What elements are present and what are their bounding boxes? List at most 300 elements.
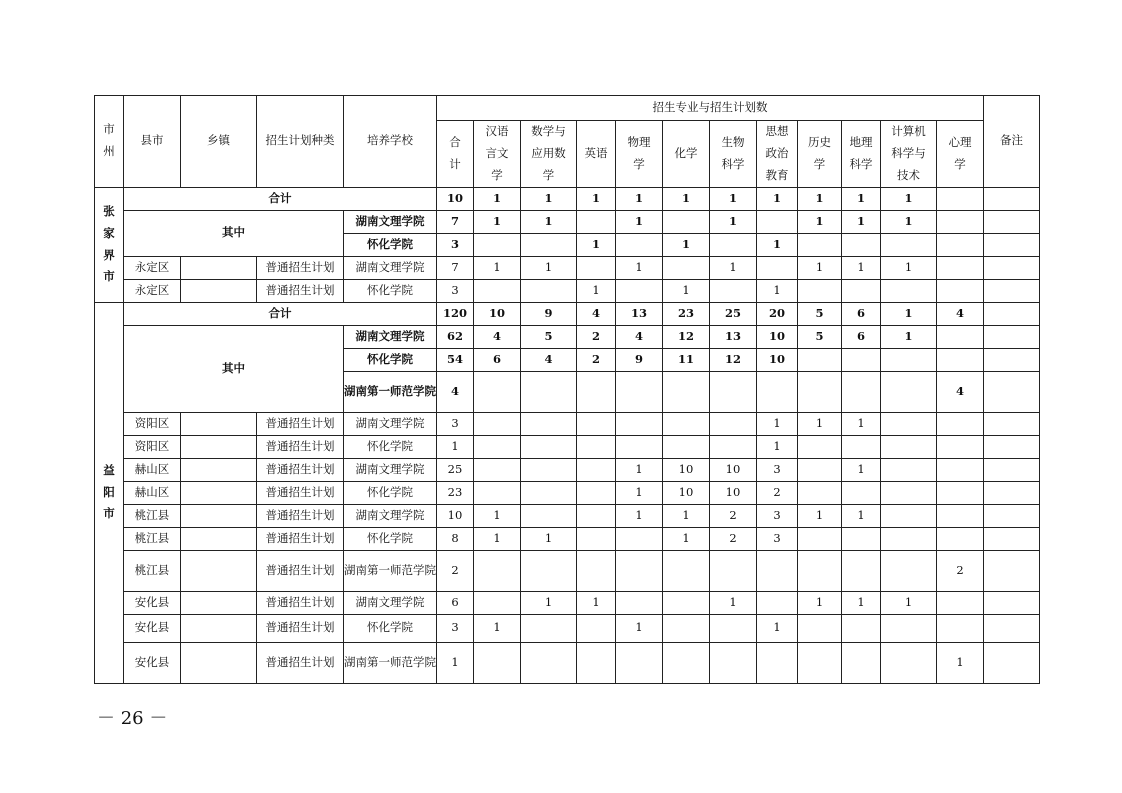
plan-value: 1 bbox=[474, 256, 521, 279]
plan-value bbox=[937, 504, 984, 527]
plan-value bbox=[937, 527, 984, 550]
subtotal-value bbox=[521, 371, 577, 412]
plan-value bbox=[842, 435, 881, 458]
header-major-line: 心理 bbox=[948, 134, 972, 149]
note-cell bbox=[984, 550, 1040, 591]
plan-value bbox=[474, 550, 521, 591]
plan-type-cell: 普通招生计划 bbox=[257, 458, 344, 481]
plan-value bbox=[881, 279, 937, 302]
plan-value bbox=[577, 642, 616, 683]
plan-value bbox=[521, 642, 577, 683]
plan-value: 1 bbox=[798, 504, 842, 527]
plan-value: 2 bbox=[710, 504, 757, 527]
plan-value bbox=[881, 642, 937, 683]
subtotal-value: 4 bbox=[937, 371, 984, 412]
town-cell bbox=[181, 458, 257, 481]
plan-value: 1 bbox=[710, 591, 757, 614]
plan-value bbox=[798, 435, 842, 458]
header-major-line: 科学 bbox=[849, 156, 873, 171]
plan-value bbox=[842, 527, 881, 550]
plan-value bbox=[663, 591, 710, 614]
town-cell bbox=[181, 527, 257, 550]
plan-value bbox=[474, 412, 521, 435]
header-city-line: 市 bbox=[103, 122, 115, 137]
plan-value bbox=[937, 412, 984, 435]
plan-type-cell: 普通招生计划 bbox=[257, 614, 344, 642]
note-cell bbox=[984, 210, 1040, 233]
plan-value bbox=[663, 435, 710, 458]
plan-value: 1 bbox=[521, 256, 577, 279]
county-cell: 桃江县 bbox=[124, 550, 181, 591]
total-value: 1 bbox=[521, 187, 577, 210]
plan-value bbox=[881, 504, 937, 527]
total-value: 1 bbox=[616, 187, 663, 210]
school-cell: 怀化学院 bbox=[344, 435, 437, 458]
plan-value bbox=[798, 642, 842, 683]
plan-value bbox=[842, 550, 881, 591]
county-cell: 桃江县 bbox=[124, 504, 181, 527]
total-value: 1 bbox=[663, 187, 710, 210]
plan-value bbox=[881, 458, 937, 481]
header-major bbox=[710, 121, 757, 188]
header-major-line: 教育 bbox=[765, 167, 789, 182]
plan-value: 6 bbox=[437, 591, 474, 614]
subtotal-value: 12 bbox=[663, 325, 710, 348]
note-cell bbox=[984, 504, 1040, 527]
total-value: 10 bbox=[474, 302, 521, 325]
subtotal-value: 1 bbox=[842, 210, 881, 233]
plan-value: 1 bbox=[798, 256, 842, 279]
plan-value bbox=[937, 279, 984, 302]
plan-value: 3 bbox=[437, 412, 474, 435]
plan-value: 2 bbox=[937, 550, 984, 591]
header-major-line: 学 bbox=[491, 167, 503, 182]
plan-value bbox=[937, 614, 984, 642]
plan-value bbox=[937, 591, 984, 614]
subtotal-value: 1 bbox=[881, 325, 937, 348]
town-cell bbox=[181, 435, 257, 458]
school-cell: 湖南文理学院 bbox=[344, 256, 437, 279]
table-row bbox=[95, 210, 1040, 233]
total-label: 合计 bbox=[124, 187, 437, 210]
plan-value bbox=[757, 642, 798, 683]
county-cell: 安化县 bbox=[124, 591, 181, 614]
subtotal-value bbox=[798, 233, 842, 256]
subtotal-value: 12 bbox=[710, 348, 757, 371]
plan-value bbox=[577, 550, 616, 591]
plan-value bbox=[521, 481, 577, 504]
table-row bbox=[95, 279, 1040, 302]
table-row bbox=[95, 256, 1040, 279]
plan-value: 1 bbox=[663, 504, 710, 527]
plan-value bbox=[710, 614, 757, 642]
subtotal-value bbox=[474, 371, 521, 412]
plan-value bbox=[521, 550, 577, 591]
county-cell: 安化县 bbox=[124, 642, 181, 683]
school-cell: 湖南第一师范学院 bbox=[344, 550, 437, 591]
plan-value bbox=[710, 550, 757, 591]
header-city bbox=[95, 96, 124, 188]
subtotal-value bbox=[842, 371, 881, 412]
plan-value: 10 bbox=[663, 481, 710, 504]
subtotal-value bbox=[577, 210, 616, 233]
header-major-line: 科学 bbox=[721, 156, 745, 171]
among-label: 其中 bbox=[124, 325, 344, 412]
subtotal-value bbox=[937, 325, 984, 348]
school-cell: 怀化学院 bbox=[344, 279, 437, 302]
plan-value bbox=[757, 591, 798, 614]
subtotal-value: 4 bbox=[616, 325, 663, 348]
table-row bbox=[95, 325, 1040, 348]
plan-value: 1 bbox=[842, 591, 881, 614]
header-major bbox=[757, 121, 798, 188]
header-major-line: 汉语 bbox=[485, 124, 509, 138]
county-cell: 赫山区 bbox=[124, 481, 181, 504]
among-label: 其中 bbox=[124, 210, 344, 256]
note-cell bbox=[984, 591, 1040, 614]
plan-value bbox=[798, 279, 842, 302]
plan-value bbox=[881, 614, 937, 642]
plan-value: 1 bbox=[521, 591, 577, 614]
header-major-line: 言文 bbox=[485, 145, 509, 160]
total-value: 6 bbox=[842, 302, 881, 325]
plan-value: 1 bbox=[798, 591, 842, 614]
note-cell bbox=[984, 348, 1040, 371]
subtotal-value: 10 bbox=[757, 325, 798, 348]
header-major-line: 生物 bbox=[721, 134, 745, 149]
county-cell: 资阳区 bbox=[124, 435, 181, 458]
county-cell: 安化县 bbox=[124, 614, 181, 642]
table-row bbox=[95, 302, 1040, 325]
subtotal-value: 4 bbox=[474, 325, 521, 348]
plan-value bbox=[577, 435, 616, 458]
plan-value: 1 bbox=[474, 614, 521, 642]
plan-value: 1 bbox=[437, 435, 474, 458]
table-row bbox=[95, 435, 1040, 458]
plan-value bbox=[521, 279, 577, 302]
plan-value bbox=[616, 435, 663, 458]
plan-value: 1 bbox=[842, 458, 881, 481]
school-cell: 湖南第一师范学院 bbox=[344, 642, 437, 683]
plan-value bbox=[710, 435, 757, 458]
plan-value bbox=[881, 527, 937, 550]
total-value: 120 bbox=[437, 302, 474, 325]
plan-value: 1 bbox=[842, 504, 881, 527]
plan-value: 1 bbox=[663, 279, 710, 302]
plan-value: 8 bbox=[437, 527, 474, 550]
plan-value bbox=[577, 412, 616, 435]
subtotal-value: 5 bbox=[798, 325, 842, 348]
city-cell bbox=[95, 302, 124, 683]
plan-value: 1 bbox=[757, 279, 798, 302]
subtotal-value: 5 bbox=[521, 325, 577, 348]
subtotal-value: 2 bbox=[577, 325, 616, 348]
plan-value: 1 bbox=[937, 642, 984, 683]
plan-value: 3 bbox=[757, 527, 798, 550]
table-row bbox=[95, 96, 1040, 121]
subtotal-value bbox=[521, 233, 577, 256]
subtotal-value bbox=[577, 371, 616, 412]
enrollment-plan-table bbox=[94, 95, 1040, 684]
header-major bbox=[437, 121, 474, 188]
header-major-line: 学 bbox=[954, 156, 966, 171]
city-cell-line: 张 bbox=[103, 203, 115, 218]
town-cell bbox=[181, 256, 257, 279]
plan-value: 3 bbox=[757, 504, 798, 527]
city-cell-line: 益 bbox=[103, 462, 115, 477]
plan-value: 23 bbox=[437, 481, 474, 504]
plan-value bbox=[474, 481, 521, 504]
header-major-line: 技术 bbox=[897, 167, 920, 182]
plan-value bbox=[577, 504, 616, 527]
subtotal-school: 湖南文理学院 bbox=[344, 325, 437, 348]
plan-type-cell: 普通招生计划 bbox=[257, 435, 344, 458]
plan-value bbox=[616, 550, 663, 591]
plan-value bbox=[474, 591, 521, 614]
note-cell bbox=[984, 458, 1040, 481]
header-major bbox=[521, 121, 577, 188]
plan-value: 1 bbox=[474, 504, 521, 527]
subtotal-value: 62 bbox=[437, 325, 474, 348]
plan-value bbox=[577, 527, 616, 550]
subtotal-value bbox=[937, 233, 984, 256]
plan-type-cell: 普通招生计划 bbox=[257, 550, 344, 591]
page-number: － 26 － bbox=[97, 708, 168, 729]
plan-value bbox=[577, 481, 616, 504]
plan-value: 1 bbox=[798, 412, 842, 435]
plan-value: 3 bbox=[437, 614, 474, 642]
subtotal-value: 1 bbox=[881, 210, 937, 233]
subtotal-value bbox=[663, 371, 710, 412]
note-cell bbox=[984, 412, 1040, 435]
header-major-line: 计算机 bbox=[891, 124, 926, 138]
plan-value bbox=[616, 279, 663, 302]
total-value: 1 bbox=[577, 187, 616, 210]
plan-value bbox=[616, 591, 663, 614]
city-cell-line: 市 bbox=[103, 269, 115, 284]
plan-type-cell: 普通招生计划 bbox=[257, 481, 344, 504]
city-cell-line: 阳 bbox=[103, 484, 115, 499]
plan-value bbox=[616, 412, 663, 435]
plan-value: 1 bbox=[757, 435, 798, 458]
header-major bbox=[881, 121, 937, 188]
table-row bbox=[95, 527, 1040, 550]
subtotal-value: 1 bbox=[577, 233, 616, 256]
total-value: 1 bbox=[474, 187, 521, 210]
plan-value bbox=[663, 412, 710, 435]
note-cell bbox=[984, 614, 1040, 642]
subtotal-value: 4 bbox=[437, 371, 474, 412]
subtotal-value: 11 bbox=[663, 348, 710, 371]
subtotal-value: 1 bbox=[757, 233, 798, 256]
plan-value: 1 bbox=[521, 527, 577, 550]
plan-value bbox=[842, 642, 881, 683]
header-major-line: 地理 bbox=[849, 134, 873, 149]
note-cell bbox=[984, 527, 1040, 550]
county-cell: 资阳区 bbox=[124, 412, 181, 435]
total-value: 9 bbox=[521, 302, 577, 325]
subtotal-value: 1 bbox=[521, 210, 577, 233]
total-value: 4 bbox=[937, 302, 984, 325]
plan-value bbox=[842, 481, 881, 504]
subtotal-value bbox=[881, 233, 937, 256]
subtotal-value: 9 bbox=[616, 348, 663, 371]
plan-value bbox=[521, 614, 577, 642]
total-value: 10 bbox=[437, 187, 474, 210]
note-cell bbox=[984, 187, 1040, 210]
total-label: 合计 bbox=[124, 302, 437, 325]
subtotal-value bbox=[757, 210, 798, 233]
subtotal-value bbox=[757, 371, 798, 412]
plan-value bbox=[521, 435, 577, 458]
subtotal-value: 54 bbox=[437, 348, 474, 371]
plan-value bbox=[881, 412, 937, 435]
subtotal-value bbox=[798, 348, 842, 371]
plan-type-cell: 普通招生计划 bbox=[257, 279, 344, 302]
subtotal-value: 1 bbox=[663, 233, 710, 256]
county-cell: 桃江县 bbox=[124, 527, 181, 550]
plan-value: 1 bbox=[881, 591, 937, 614]
total-value: 5 bbox=[798, 302, 842, 325]
header-major bbox=[798, 121, 842, 188]
plan-value: 1 bbox=[616, 504, 663, 527]
total-value: 1 bbox=[842, 187, 881, 210]
plan-value bbox=[521, 412, 577, 435]
town-cell bbox=[181, 481, 257, 504]
plan-type-cell: 普通招生计划 bbox=[257, 412, 344, 435]
plan-value: 2 bbox=[710, 527, 757, 550]
header-major-line: 应用数 bbox=[531, 145, 566, 160]
plan-value bbox=[474, 458, 521, 481]
city-cell-line: 界 bbox=[103, 247, 115, 262]
town-cell bbox=[181, 550, 257, 591]
header-major-line: 学 bbox=[813, 156, 826, 171]
subtotal-school: 湖南文理学院 bbox=[344, 210, 437, 233]
header-major bbox=[474, 121, 521, 188]
subtotal-school: 怀化学院 bbox=[344, 233, 437, 256]
plan-value bbox=[616, 527, 663, 550]
plan-value bbox=[798, 614, 842, 642]
plan-value: 10 bbox=[710, 481, 757, 504]
table-row bbox=[95, 481, 1040, 504]
plan-value: 1 bbox=[663, 527, 710, 550]
note-cell bbox=[984, 233, 1040, 256]
subtotal-value: 6 bbox=[474, 348, 521, 371]
subtotal-value bbox=[937, 348, 984, 371]
subtotal-value: 4 bbox=[521, 348, 577, 371]
total-value: 23 bbox=[663, 302, 710, 325]
header-major bbox=[616, 121, 663, 188]
school-cell: 怀化学院 bbox=[344, 527, 437, 550]
subtotal-value: 10 bbox=[757, 348, 798, 371]
table-row bbox=[95, 642, 1040, 683]
note-cell bbox=[984, 481, 1040, 504]
plan-value bbox=[798, 550, 842, 591]
table-row bbox=[95, 412, 1040, 435]
subtotal-value: 2 bbox=[577, 348, 616, 371]
total-value bbox=[937, 187, 984, 210]
header-major-line: 科学与 bbox=[891, 145, 926, 160]
header-major-line: 化学 bbox=[674, 145, 698, 160]
note-cell bbox=[984, 302, 1040, 325]
plan-value bbox=[710, 279, 757, 302]
header-city-line: 州 bbox=[103, 144, 115, 159]
total-value: 20 bbox=[757, 302, 798, 325]
county-cell: 永定区 bbox=[124, 279, 181, 302]
subtotal-value bbox=[616, 371, 663, 412]
total-value: 1 bbox=[757, 187, 798, 210]
plan-value: 7 bbox=[437, 256, 474, 279]
school-cell: 怀化学院 bbox=[344, 481, 437, 504]
header-major-line: 学 bbox=[542, 167, 555, 182]
subtotal-value bbox=[710, 371, 757, 412]
subtotal-value bbox=[663, 210, 710, 233]
subtotal-school: 怀化学院 bbox=[344, 348, 437, 371]
header-town: 乡镇 bbox=[181, 96, 257, 188]
town-cell bbox=[181, 642, 257, 683]
school-cell: 湖南文理学院 bbox=[344, 591, 437, 614]
school-cell: 湖南文理学院 bbox=[344, 458, 437, 481]
plan-value bbox=[881, 550, 937, 591]
subtotal-value: 6 bbox=[842, 325, 881, 348]
subtotal-value bbox=[842, 348, 881, 371]
total-value: 4 bbox=[577, 302, 616, 325]
plan-value bbox=[521, 458, 577, 481]
plan-value: 1 bbox=[616, 256, 663, 279]
plan-value: 3 bbox=[757, 458, 798, 481]
header-major-line: 合 bbox=[449, 134, 461, 149]
table-row bbox=[95, 504, 1040, 527]
plan-type-cell: 普通招生计划 bbox=[257, 591, 344, 614]
header-major-line: 学 bbox=[633, 156, 645, 171]
plan-value: 2 bbox=[437, 550, 474, 591]
plan-value: 1 bbox=[616, 458, 663, 481]
school-cell: 湖南文理学院 bbox=[344, 412, 437, 435]
header-major-line: 思想 bbox=[765, 124, 789, 138]
header-county: 县市 bbox=[124, 96, 181, 188]
town-cell bbox=[181, 504, 257, 527]
city-cell-line: 市 bbox=[103, 506, 115, 521]
header-major-line: 计 bbox=[449, 156, 461, 171]
note-cell bbox=[984, 371, 1040, 412]
plan-value: 25 bbox=[437, 458, 474, 481]
county-cell: 赫山区 bbox=[124, 458, 181, 481]
plan-value bbox=[937, 458, 984, 481]
subtotal-value bbox=[881, 348, 937, 371]
table-row bbox=[95, 187, 1040, 210]
total-value: 1 bbox=[881, 302, 937, 325]
subtotal-value bbox=[798, 371, 842, 412]
subtotal-value bbox=[881, 371, 937, 412]
header-plan-type: 招生计划种类 bbox=[257, 96, 344, 188]
plan-value bbox=[474, 279, 521, 302]
plan-value bbox=[881, 435, 937, 458]
county-cell: 永定区 bbox=[124, 256, 181, 279]
plan-value: 1 bbox=[616, 614, 663, 642]
header-major bbox=[663, 121, 710, 188]
plan-value: 1 bbox=[437, 642, 474, 683]
plan-value bbox=[937, 481, 984, 504]
plan-value bbox=[577, 256, 616, 279]
plan-value bbox=[577, 458, 616, 481]
subtotal-school: 湖南第一师范学院 bbox=[344, 371, 437, 412]
plan-value bbox=[710, 412, 757, 435]
subtotal-value: 1 bbox=[710, 210, 757, 233]
plan-value bbox=[881, 481, 937, 504]
town-cell bbox=[181, 412, 257, 435]
plan-value: 1 bbox=[757, 614, 798, 642]
plan-value bbox=[757, 550, 798, 591]
